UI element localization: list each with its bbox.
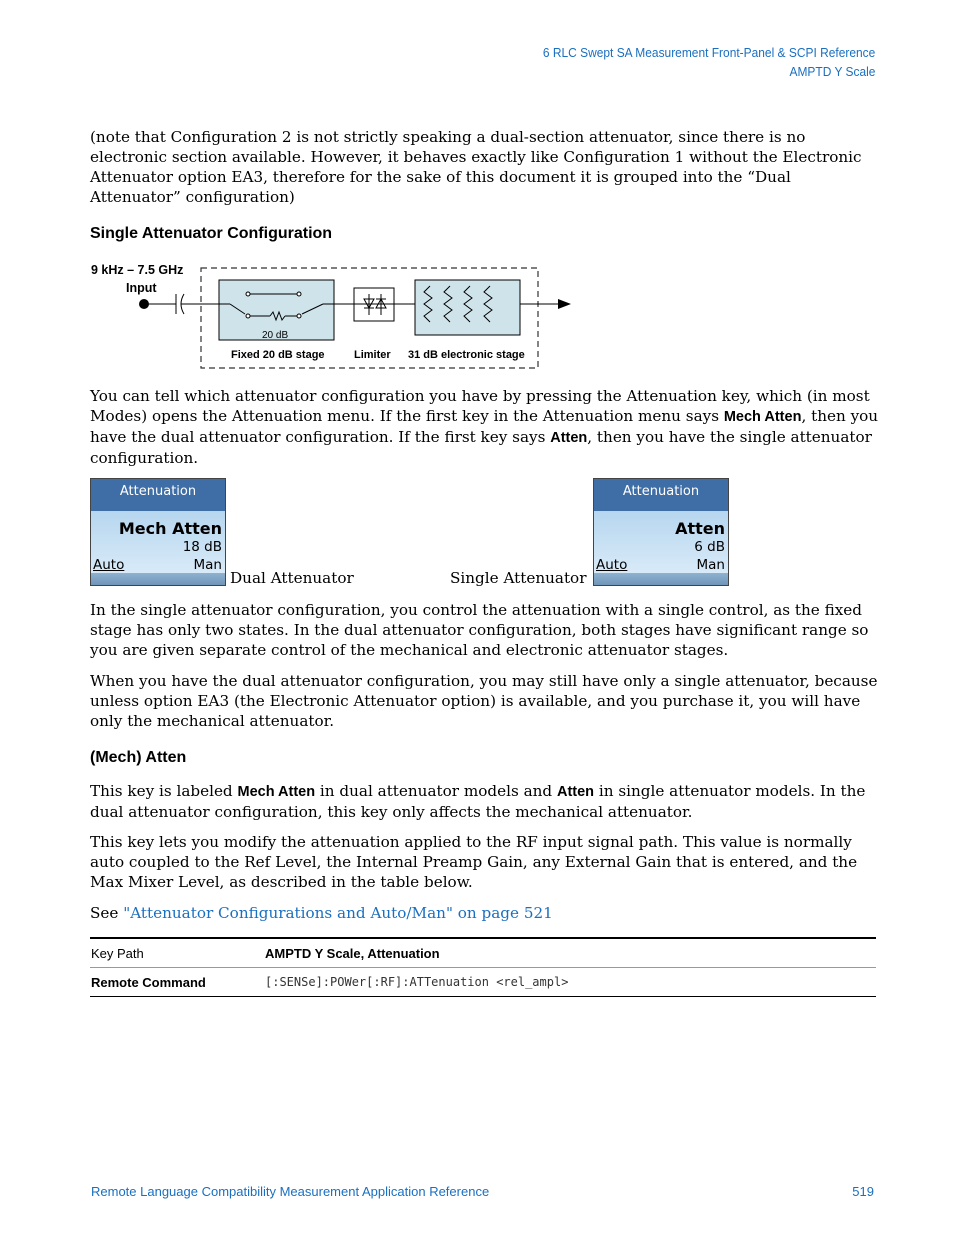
identify-paragraph: You can tell which attenuator configuration you have by pressing the Attenuation key, which (in most Modes) opens the Attenuation menu. If the first key in the Attenuation menu says Mech Atten, then you have the dual attenuator configuration. If the first key says Atten, then you have the single attenuator configuration. [90,387,879,467]
footer-title: Remote Language Compatibility Measurement Application Reference [91,1184,490,1199]
stage2-label: Limiter [354,349,391,361]
softkey-value: 18 dB [182,539,222,555]
page-number: 519 [852,1184,874,1199]
attenuator-diagram [88,258,588,373]
remote-command-value: [:SENSe]:POWer[:RF]:ATTenuation <rel_ampl> [265,975,569,989]
intro-note: (note that Configuration 2 is not strictly speaking a dual-section attenuator, since there is no electronic section available. However, it behaves exactly like Configuration 1 without the Electronic Attenuator option EA3, therefore for the sake of this document it is grouped into the “Dual Attenuator” configuration) [90,128,862,206]
attenuator-config-link[interactable]: "Attenuator Configurations and Auto/Man" on page 521 [123,904,553,922]
running-header-chapter: 6 RLC Swept SA Measurement Front-Panel & SCPI Reference [542,45,875,60]
table-row [90,938,876,968]
single-control-paragraph: In the single attenuator configuration, you control the attenuation with a single control, as the fixed stage has only two states. In the dual attenuator configuration, both stages have significant range so you are given separate control of the mechanical and electronic attenuator stages. [90,601,869,659]
mech-atten-heading: (Mech) Atten [90,749,187,766]
key-path-value: AMPTD Y Scale, Attenuation [265,945,440,961]
softkey-menu-title: Attenuation [594,479,728,511]
softkey-auto: Auto [596,557,628,573]
single-attenuator-caption: Single Attenuator [450,569,587,587]
softkey-label: Mech Atten [118,519,222,538]
softkey-man: Man [696,557,725,573]
dual-attenuator-caption: Dual Attenuator [230,569,354,587]
dual-note-paragraph: When you have the dual attenuator configuration, you may still have only a single attenuator, because unless option EA3 (the Electronic Attenuator option) is available, and you purchase it, you will have only the mechanical attenuator. [90,672,878,730]
output-arrow-icon [558,299,571,309]
running-header-section: AMPTD Y Scale [789,64,875,79]
remote-command-label: Remote Command [91,974,206,990]
key-table [90,937,876,997]
modify-paragraph: This key lets you modify the attenuation applied to the RF input signal path. This value is normally auto coupled to the Ref Level, the Internal Preamp Gain, any External Gain that is entered, and the Max Mixer Level, as described in the table below. [90,833,858,891]
softkey-man: Man [193,557,222,573]
softkey-atten[interactable] [593,478,729,586]
key-path-label: Key Path [91,945,144,961]
table-row [90,968,876,997]
see-also: See "Attenuator Configurations and Auto/Man" on page 521 [90,904,553,922]
softkey-value: 6 dB [694,539,725,555]
stage1-sub-label: 20 dB [262,330,289,341]
softkey-menu-title: Attenuation [91,479,225,511]
softkey-mech-atten[interactable] [90,478,226,586]
softkey-label: Atten [675,519,725,538]
softkey-auto: Auto [93,557,125,573]
diagram-freq-range: 9 kHz – 7.5 GHz [91,263,184,277]
diagram-input-label: Input [126,281,157,295]
key-label-paragraph: This key is labeled Mech Atten in dual attenuator models and Atten in single attenuator models. In the dual attenuator configuration, this key only affects the mechanical attenuator. [90,782,866,821]
stage3-label: 31 dB electronic stage [408,349,525,361]
stage1-label: Fixed 20 dB stage [231,349,325,361]
single-config-heading: Single Attenuator Configuration [90,225,333,242]
